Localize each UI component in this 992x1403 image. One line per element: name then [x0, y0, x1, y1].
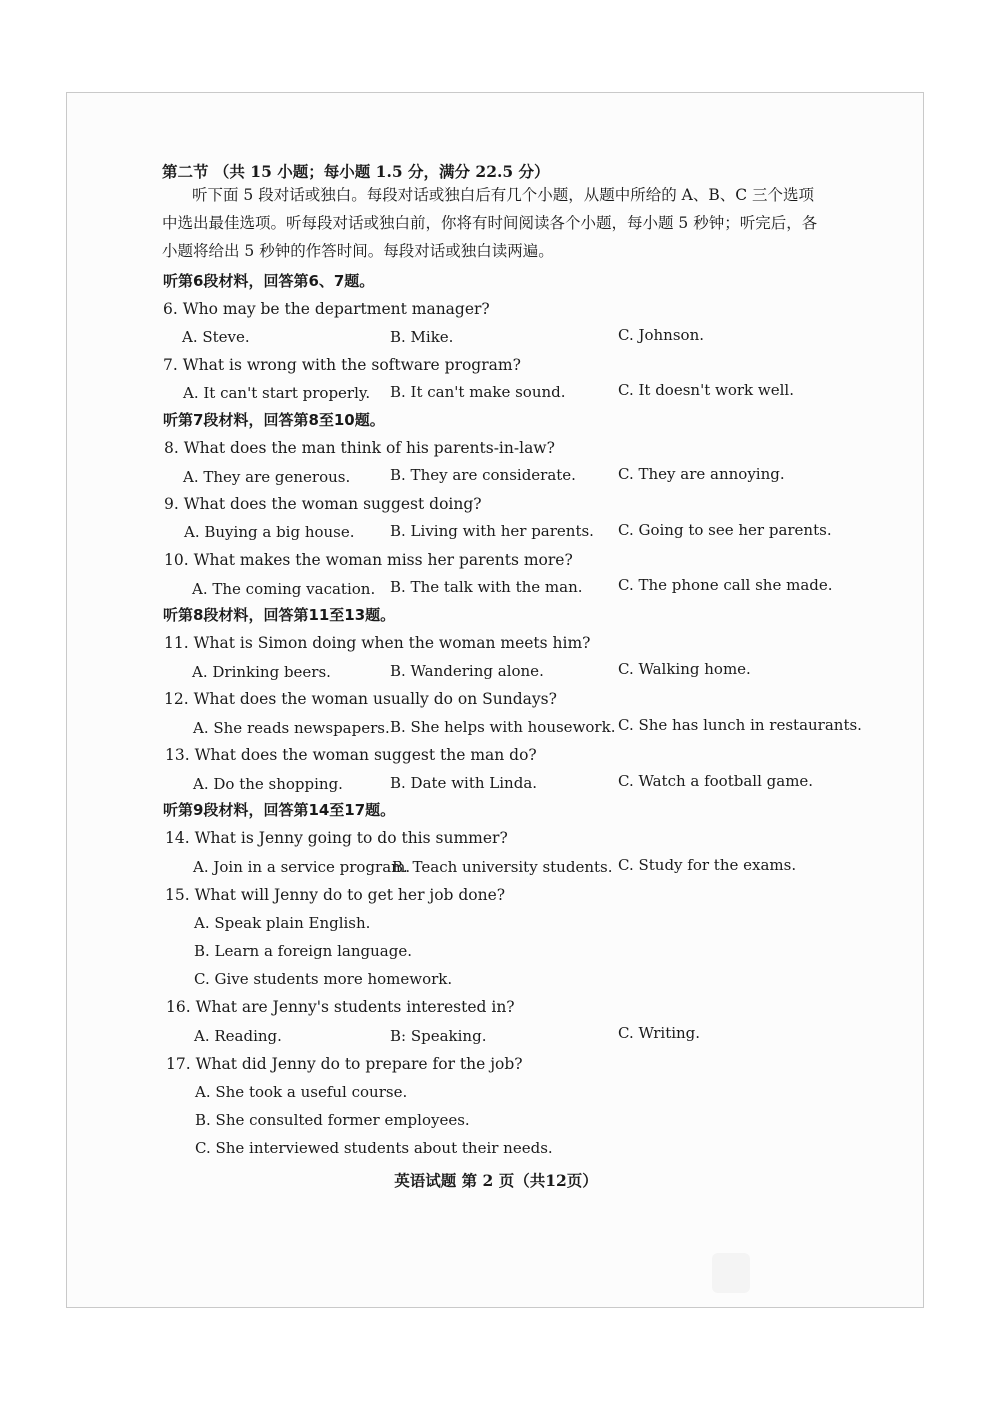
q8-option-b: B. They are considerate.: [390, 466, 576, 484]
instructions-line-2: 中选出最佳选项。听每段对话或独白前，你将有时间阅读各个小题，每小题 5 秒钟；听完后，各: [162, 214, 818, 232]
q17-option-b: B. She consulted former employees.: [195, 1111, 470, 1129]
q9-option-c: C. Going to see her parents.: [618, 521, 832, 539]
section-title: 第二节 （共 15 小题；每小题 1.5 分，满分 22.5 分）: [162, 162, 550, 181]
q10-option-c: C. The phone call she made.: [618, 576, 833, 594]
q14-option-b: B. Teach university students.: [392, 858, 613, 876]
question-9: 9. What does the woman suggest doing?: [164, 495, 482, 513]
question-14: 14. What is Jenny going to do this summer?: [165, 829, 508, 847]
q10-option-b: B. The talk with the man.: [390, 578, 583, 596]
q13-option-a: A. Do the shopping.: [193, 775, 343, 793]
instructions-line-3: 小题将给出 5 秒钟的作答时间。每段对话或独白读两遍。: [162, 242, 554, 260]
scan-smudge: [712, 1253, 750, 1293]
group-heading-6: 听第6段材料，回答第6、7题。: [163, 272, 375, 290]
q17-option-a: A. She took a useful course.: [195, 1083, 408, 1101]
q6-option-a: A. Steve.: [182, 328, 250, 346]
q10-option-a: A. The coming vacation.: [192, 580, 376, 598]
q7-option-b: B. It can't make sound.: [390, 383, 566, 401]
q13-option-b: B. Date with Linda.: [390, 774, 538, 792]
question-17: 17. What did Jenny do to prepare for the job?: [166, 1055, 523, 1073]
q6-option-c: C. Johnson.: [618, 326, 705, 344]
q17-option-c: C. She interviewed students about their needs.: [195, 1139, 553, 1157]
q11-option-a: A. Drinking beers.: [192, 663, 331, 681]
question-15: 15. What will Jenny do to get her job done?: [165, 886, 506, 904]
q15-option-c: C. Give students more homework.: [194, 970, 453, 988]
question-12: 12. What does the woman usually do on Sundays?: [164, 690, 557, 708]
q12-option-a: A. She reads newspapers.: [193, 719, 390, 737]
page-footer: 英语试题 第 2 页（共12页）: [394, 1171, 598, 1190]
q14-option-c: C. Study for the exams.: [618, 856, 797, 874]
question-8: 8. What does the man think of his parents-in-law?: [164, 439, 555, 457]
q9-option-a: A. Buying a big house.: [184, 523, 355, 541]
q15-option-a: A. Speak plain English.: [194, 914, 371, 932]
q14-option-a: A. Join in a service program.: [193, 858, 411, 876]
q15-option-b: B. Learn a foreign language.: [194, 942, 412, 960]
question-13: 13. What does the woman suggest the man do?: [165, 746, 537, 764]
q7-option-c: C. It doesn't work well.: [618, 381, 794, 399]
question-10: 10. What makes the woman miss her parents more?: [164, 551, 573, 569]
question-16: 16. What are Jenny's students interested in?: [166, 998, 515, 1016]
group-heading-8: 听第8段材料，回答第11至13题。: [163, 606, 396, 624]
q11-option-b: B. Wandering alone.: [390, 662, 544, 680]
q8-option-a: A. They are generous.: [183, 468, 351, 486]
question-11: 11. What is Simon doing when the woman meets him?: [164, 634, 591, 652]
q16-option-c: C. Writing.: [618, 1024, 701, 1042]
question-6: 6. Who may be the department manager?: [163, 300, 490, 318]
q11-option-c: C. Walking home.: [618, 660, 751, 678]
group-heading-9: 听第9段材料，回答第14至17题。: [163, 801, 396, 819]
q16-option-a: A. Reading.: [194, 1027, 282, 1045]
group-heading-7: 听第7段材料，回答第8至10题。: [163, 411, 385, 429]
q12-option-b: B. She helps with housework.: [390, 718, 616, 736]
q6-option-b: B. Mike.: [390, 328, 454, 346]
instructions-line-1: 听下面 5 段对话或独白。每段对话或独白后有几个小题，从题中所给的 A、B、C 三个选项: [192, 186, 815, 204]
question-7: 7. What is wrong with the software program?: [163, 356, 521, 374]
q16-option-b: B: Speaking.: [390, 1027, 487, 1045]
q7-option-a: A. It can't start properly.: [183, 384, 371, 402]
q8-option-c: C. They are annoying.: [618, 465, 785, 483]
q12-option-c: C. She has lunch in restaurants.: [618, 716, 862, 734]
q13-option-c: C. Watch a football game.: [618, 772, 814, 790]
q9-option-b: B. Living with her parents.: [390, 522, 594, 540]
